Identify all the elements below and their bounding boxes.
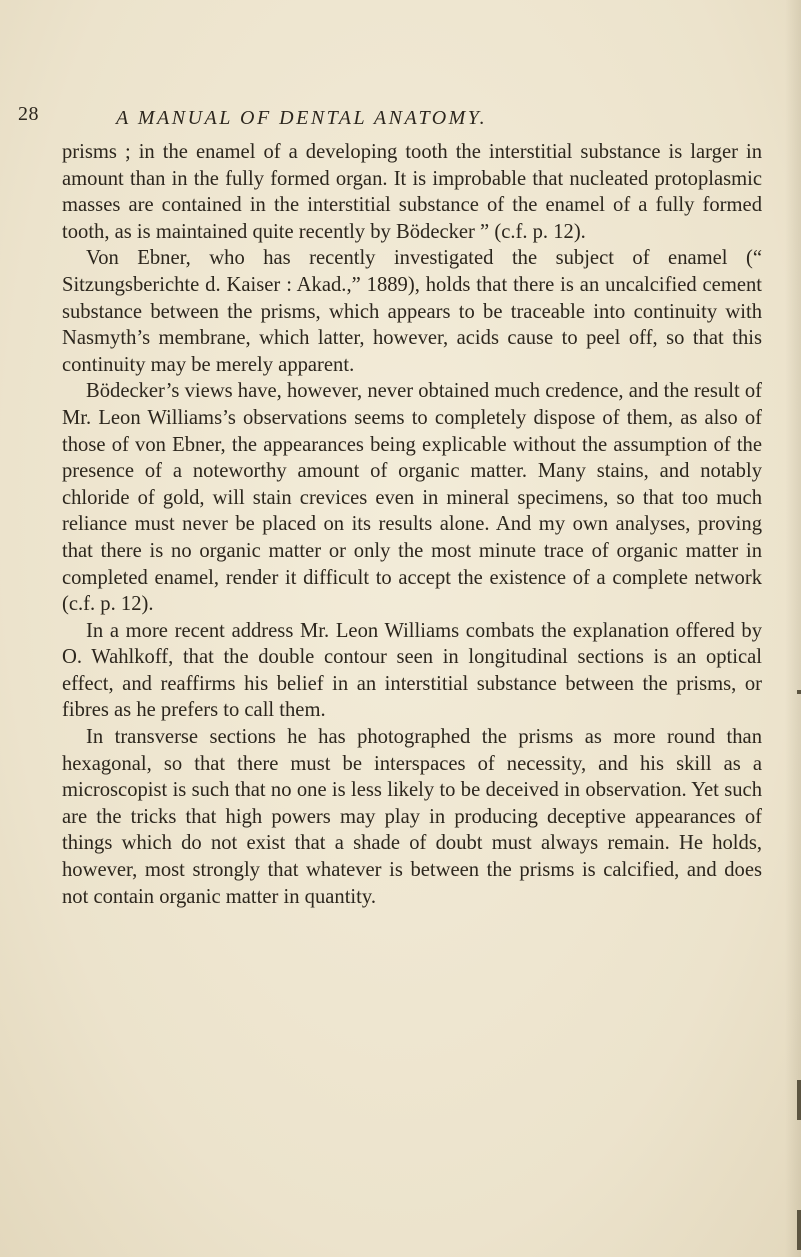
page-number: 28 [18, 103, 39, 125]
edge-mark [797, 1210, 801, 1250]
running-head: A MANUAL OF DENTAL ANATOMY. [116, 107, 488, 129]
paragraph-5: In transverse sections he has photographed the prisms as more round than hexagonal, so that there must be interspaces of necessity, and his skill as a microscopist is such that no one is less likely to be deceived in observation. Yet such are the tricks that high powers may play in producing deceptive appearances of things which do not exist that a shade of doubt must always remain. He holds, however, most strongly that whatever is between the prisms is calcified, and does not contain organic matter in quantity. [62, 726, 762, 908]
edge-mark [797, 690, 801, 694]
page-edge-shadow [785, 0, 801, 1257]
page-header [0, 103, 801, 137]
edge-mark [797, 1080, 801, 1120]
paragraph-3: Bödecker’s views have, however, never obtained much credence, and the result of Mr. Leon Williams’s observations seems to completely dispose of them, as also of those of von Ebner, the appearances being explicable without the assumption of the presence of a noteworthy amount of organic matter. Many stains, and notably chloride of gold, will stain crevices even in mineral specimens, so that too much reliance must never be placed on its results alone. And my own analyses, proving that there is no organic matter or only the most minute trace of organic matter in completed enamel, render it difficult to accept the existence of a complete network (c.f. p. 12). [62, 380, 762, 616]
paragraph-2: Von Ebner, who has recently investigated the subject of enamel (“ Sitzungsberichte d. Kaiser : Akad.,” 1889), holds that there is an uncalcified cement substance between the prisms, which appears to be traceable into continuity with Nasmyth’s membrane, which latter, however, acids cause to peel off, so that this continuity may be merely apparent. [62, 247, 762, 376]
paragraph-4: In a more recent address Mr. Leon Williams combats the explanation offered by O. Wahlkoff, that the double contour seen in longitudinal sections is an optical effect, and reaffirms his belief in an interstitial substance between the prisms, or fibres as he prefers to call them. [62, 619, 762, 722]
paragraph-1: prisms ; in the enamel of a developing tooth the interstitial substance is larger in amount than in the fully formed organ. It is improbable that nucleated protoplasmic masses are contained in the interstitial substance of the enamel of a fully formed tooth, as is maintained quite recently by Bödecker ” (c.f. p. 12). [62, 141, 762, 243]
body-text [62, 139, 762, 910]
